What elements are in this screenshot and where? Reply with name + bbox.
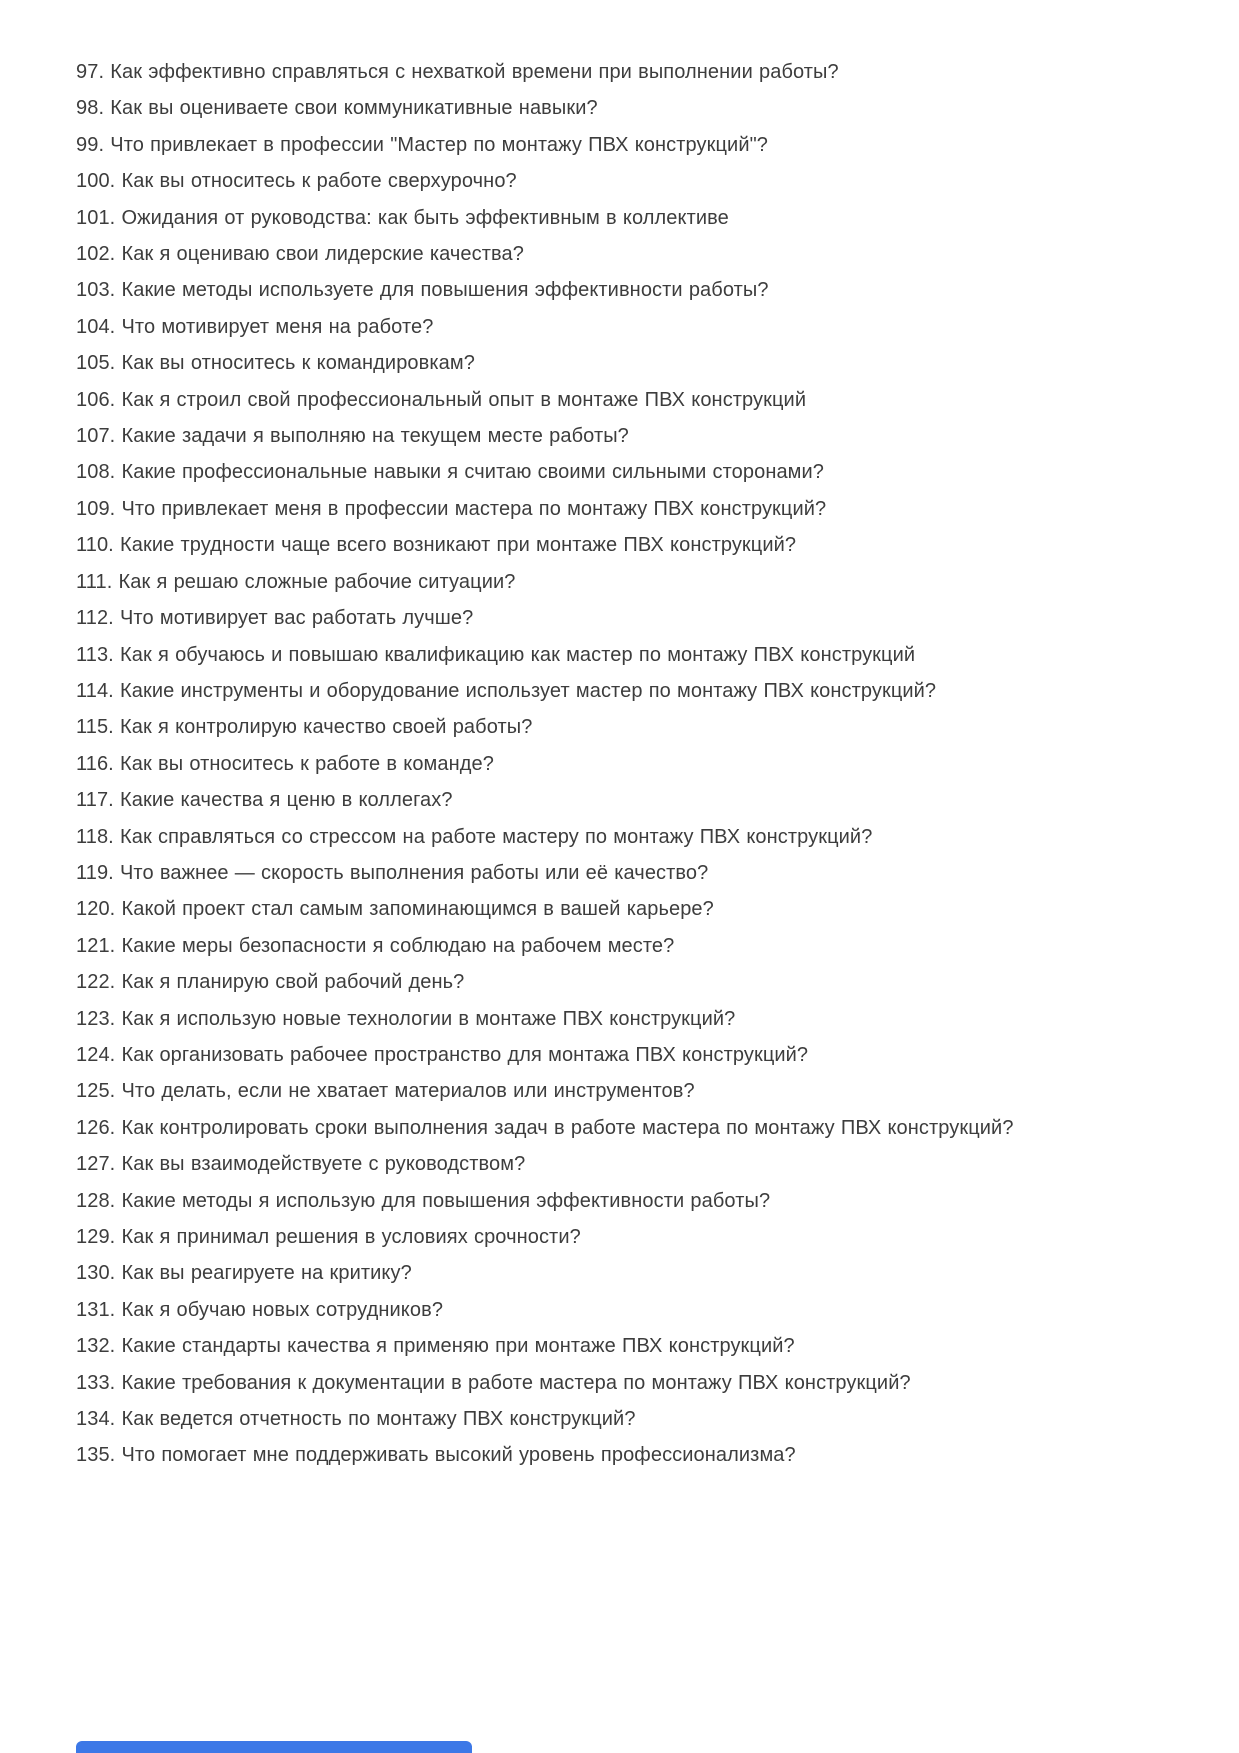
question-item: 106. Как я строил свой профессиональный опыт в монтаже ПВХ конструкций (76, 388, 807, 411)
question-item: 111. Как я решаю сложные рабочие ситуации? (76, 570, 516, 593)
question-item: 116. Как вы относитесь к работе в команде? (76, 752, 494, 775)
question-item: 99. Что привлекает в профессии "Мастер по монтажу ПВХ конструкций"? (76, 133, 769, 156)
bottom-partial-button[interactable] (76, 1741, 472, 1753)
question-item: 97. Как эффективно справляться с нехваткой времени при выполнении работы? (76, 61, 839, 83)
question-item: 130. Как вы реагируете на критику? (76, 1262, 412, 1285)
question-item: 119. Что важнее — скорость выполнения работы или её качество? (76, 861, 709, 884)
question-item: 107. Какие задачи я выполняю на текущем месте работы? (76, 425, 629, 448)
question-item: 128. Какие методы я использую для повышения эффективности работы? (76, 1189, 771, 1212)
question-item: 117. Какие качества я ценю в коллегах? (76, 789, 453, 812)
question-item: 120. Какой проект стал самым запоминающимся в вашей карьере? (76, 898, 714, 921)
question-item: 118. Как справляться со стрессом на работе мастеру по монтажу ПВХ конструкций? (76, 825, 873, 848)
question-item: 134. Как ведется отчетность по монтажу ПВХ конструкций? (76, 1408, 636, 1431)
question-item: 108. Какие профессиональные навыки я считаю своими сильными сторонами? (76, 461, 825, 484)
question-item: 121. Какие меры безопасности я соблюдаю на рабочем месте? (76, 934, 675, 957)
question-item: 133. Какие требования к документации в работе мастера по монтажу ПВХ конструкций? (76, 1371, 911, 1394)
question-item: 109. Что привлекает меня в профессии мастера по монтажу ПВХ конструкций? (76, 497, 827, 520)
question-item: 123. Как я использую новые технологии в монтаже ПВХ конструкций? (76, 1007, 736, 1030)
question-item: 98. Как вы оцениваете свои коммуникативные навыки? (76, 97, 598, 120)
question-item: 110. Какие трудности чаще всего возникают при монтаже ПВХ конструкций? (76, 534, 797, 557)
question-item: 124. Как организовать рабочее пространство для монтажа ПВХ конструкций? (76, 1043, 809, 1066)
question-item: 102. Как я оцениваю свои лидерские качества? (76, 243, 524, 266)
question-item: 131. Как я обучаю новых сотрудников? (76, 1298, 444, 1321)
question-item: 135. Что помогает мне поддерживать высокий уровень профессионализма? (76, 1444, 796, 1467)
question-item: 127. Как вы взаимодействуете с руководством? (76, 1153, 526, 1176)
question-item: 113. Как я обучаюсь и повышаю квалификацию как мастер по монтажу ПВХ конструкций (76, 643, 916, 666)
question-item: 100. Как вы относитесь к работе сверхурочно? (76, 170, 517, 193)
question-item: 125. Что делать, если не хватает материалов или инструментов? (76, 1080, 695, 1103)
question-item: 126. Как контролировать сроки выполнения задач в работе мастера по монтажу ПВХ конструкций? (76, 1116, 1014, 1139)
question-item: 129. Как я принимал решения в условиях срочности? (76, 1226, 581, 1248)
question-item: 112. Что мотивирует вас работать лучше? (76, 607, 474, 630)
question-item: 101. Ожидания от руководства: как быть эффективным в коллективе (76, 206, 729, 229)
question-item: 114. Какие инструменты и оборудование использует мастер по монтажу ПВХ конструкций? (76, 679, 937, 702)
question-item: 103. Какие методы используете для повышения эффективности работы? (76, 279, 769, 302)
question-list (76, 54, 1061, 1474)
question-item: 115. Как я контролирую качество своей работы? (76, 716, 533, 739)
question-item: 132. Какие стандарты качества я применяю при монтаже ПВХ конструкций? (76, 1335, 795, 1358)
question-item: 104. Что мотивирует меня на работе? (76, 315, 434, 338)
question-item: 122. Как я планирую свой рабочий день? (76, 971, 465, 994)
question-item: 105. Как вы относитесь к командировкам? (76, 352, 475, 375)
